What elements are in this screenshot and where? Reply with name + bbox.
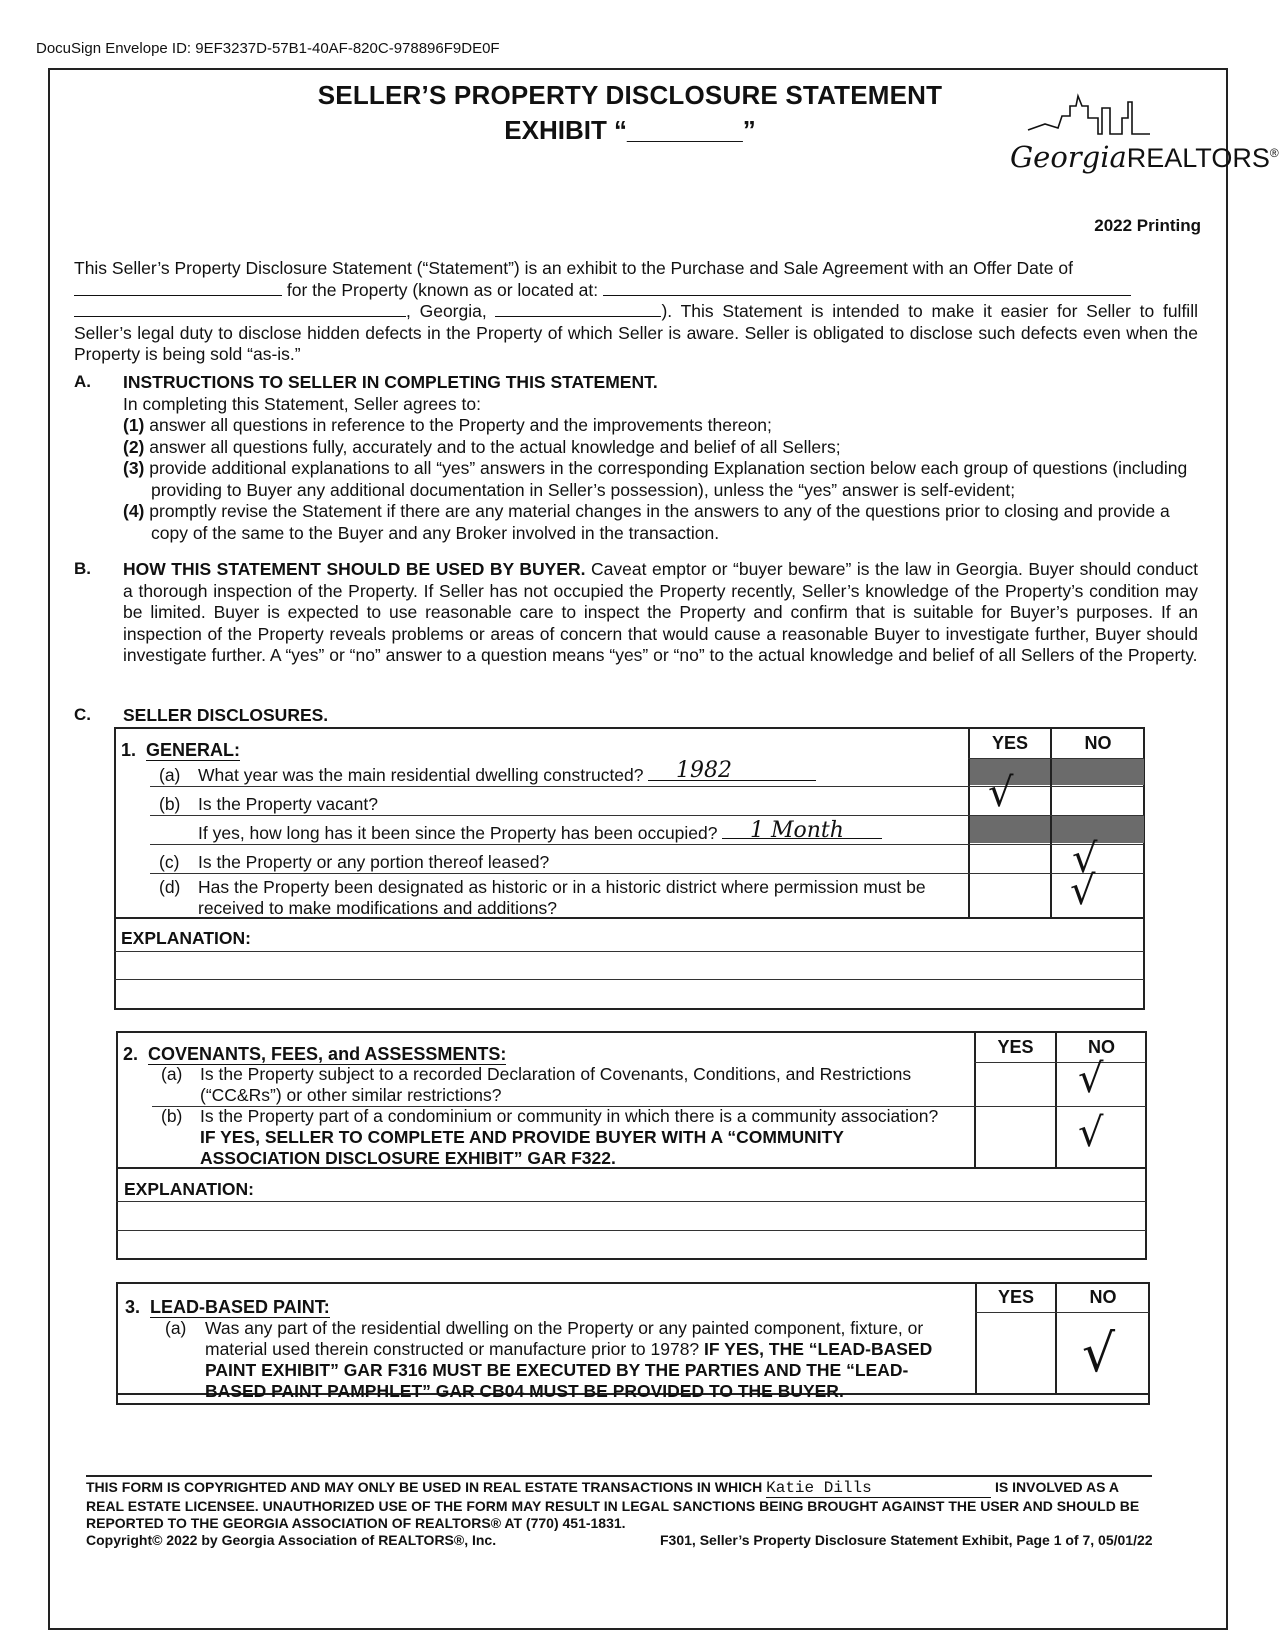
covenants-title: 2. COVENANTS, FEES, and ASSESSMENTS: bbox=[123, 1044, 507, 1064]
explanation-line[interactable] bbox=[114, 951, 1144, 952]
georgia-realtors-logo-text: GeorgiaREALTORS® bbox=[1010, 140, 1279, 174]
offer-date-blank[interactable] bbox=[74, 280, 282, 296]
explanation-line[interactable] bbox=[116, 1230, 1146, 1231]
header-divider bbox=[975, 1312, 1149, 1313]
instruction-item: (4) promptly revise the Statement if there are any material changes in the answers to any of the questions prior to closing and provide a copy of the same to the Buyer and any Broker involved in the transaction. bbox=[123, 501, 1170, 543]
footer-rule bbox=[86, 1475, 1152, 1477]
section-a-letter: A. bbox=[74, 372, 91, 391]
question-1a: What year was the main residential dwelling constructed? bbox=[198, 765, 816, 786]
section-b-letter: B. bbox=[74, 559, 91, 578]
exhibit-title: EXHIBIT “________” bbox=[504, 115, 756, 145]
question-3a-label: (a) bbox=[165, 1318, 187, 1338]
question-3a: Was any part of the residential dwelling on the Property or any painted component, fixture, or material used therein constructed or manufacture prior to 1978? IF YES, THE “LEAD-BASED PAINT EXHIBIT” GAR F316 MUST BE EXECUTED BY THE PARTIES AND THE “LEAD-BASED PAINT PAMPHLET” GAR CB04 MUST BE PROVIDED TO THE BUYER. bbox=[205, 1318, 933, 1401]
explanation-line[interactable] bbox=[116, 1201, 1146, 1202]
question-1b-label: (b) bbox=[159, 794, 181, 814]
shaded-cell bbox=[1052, 816, 1144, 843]
yes-column-header: YES bbox=[991, 733, 1029, 753]
checkmark-1d-no[interactable]: √ bbox=[1070, 868, 1096, 914]
checkmark-1b-yes[interactable]: √ bbox=[988, 770, 1014, 816]
lead-paint-title: 3. LEAD-BASED PAINT: bbox=[125, 1297, 330, 1317]
general-title: 1. GENERAL: bbox=[121, 740, 241, 760]
section-b-heading: HOW THIS STATEMENT SHOULD BE USED BY BUYER. bbox=[123, 559, 586, 579]
question-1d: Has the Property been designated as historic or in a historic district where permission must be received to make modifications and additions? bbox=[198, 877, 926, 918]
no-column-header: NO bbox=[1084, 733, 1112, 753]
year-built-field[interactable] bbox=[648, 765, 816, 781]
explanation-line[interactable] bbox=[114, 979, 1144, 980]
zip-blank[interactable] bbox=[495, 301, 661, 317]
question-1c-label: (c) bbox=[159, 852, 180, 872]
covenants-explanation-label: EXPLANATION: bbox=[124, 1179, 254, 1199]
form-id: F301, Seller’s Property Disclosure Statement Exhibit, Page 1 of 7, 05/01/22 bbox=[660, 1532, 1153, 1548]
section-a-heading: INSTRUCTIONS TO SELLER IN COMPLETING THIS STATEMENT. bbox=[123, 372, 658, 392]
checkmark-1c-no[interactable]: √ bbox=[1072, 836, 1098, 882]
question-2b: Is the Property part of a condominium or community in which there is a community association? IF YES, SELLER TO COMPLETE AND PROVIDE BUYER WITH A “COMMUNITY ASSOCIATION DISCLOSURE EXHIBIT” GAR F322. bbox=[200, 1106, 939, 1168]
year-built-answer: 1982 bbox=[676, 758, 732, 783]
checkmark-2a-no[interactable]: √ bbox=[1078, 1056, 1104, 1102]
yes-column-header: YES bbox=[997, 1287, 1035, 1307]
copyright-line: Copyright© 2022 by Georgia Association of REALTORS®, Inc. bbox=[86, 1532, 497, 1548]
section-c-heading: SELLER DISCLOSURES. bbox=[123, 705, 329, 725]
copyright-notice: THIS FORM IS COPYRIGHTED AND MAY ONLY BE USED IN REAL ESTATE TRANSACTIONS IN WHICH Katie Dills IS INVOLVED AS A REAL ESTATE LICENSEE. UNAUTHORIZED USE OF THE FORM MAY RESULT IN LEGAL SANCTIONS BEING BROUGHT AGAINST THE USER AND SHOULD BE REPORTED TO THE GEORGIA ASSOCIATION OF REALTORS® AT (770) 451-1831. bbox=[86, 1479, 1140, 1531]
section-b-text: Caveat emptor or “buyer beware” is the law in Georgia. Buyer should conduct a thorough inspection of the Property. If Seller has not occupied the Property recently, Seller’s knowledge of the Property’s condition may be limited. Buyer is expected to use reasonable care to inspect the Property and confirm that is suitable for Buyer’s purposes. If an inspection of the Property reveals problems or areas of concern that would cause a reasonable Buyer to investigate further, Buyer should investigate further. A “yes” or “no” answer to a question means “yes” or “no” to the actual knowledge and belief of all Sellers of the Property. bbox=[123, 559, 1198, 665]
vacancy-duration-answer: 1 Month bbox=[750, 818, 844, 843]
instruction-item: (3) provide additional explanations to all “yes” answers in the corresponding Explanation section below each group of questions (including providing to Buyer any additional documentation in Seller’s possession), unless the “yes” answer is self-evident; bbox=[123, 458, 1188, 500]
no-column-header: NO bbox=[1089, 1287, 1117, 1307]
section-c-letter: C. bbox=[74, 705, 91, 724]
city-blank[interactable] bbox=[74, 301, 406, 317]
section-b bbox=[123, 559, 1198, 667]
question-1b-followup: If yes, how long has it been since the Property has been occupied? bbox=[198, 823, 882, 844]
shaded-cell bbox=[970, 816, 1050, 843]
general-explanation-label: EXPLANATION: bbox=[121, 928, 251, 948]
instruction-item: (1) answer all questions in reference to the Property and the improvements thereon; bbox=[123, 415, 772, 435]
instructions-list bbox=[123, 415, 1198, 544]
docusign-envelope-id: DocuSign Envelope ID: 9EF3237D-57B1-40AF-820C-978896F9DE0F bbox=[36, 40, 500, 57]
question-2a: Is the Property subject to a recorded Declaration of Covenants, Conditions, and Restrictions (“CC&Rs”) or other similar restrictions? bbox=[200, 1064, 912, 1105]
checkmark-3a-no[interactable]: √ bbox=[1082, 1324, 1116, 1384]
question-1a-label: (a) bbox=[159, 765, 181, 785]
form-title: SELLER’S PROPERTY DISCLOSURE STATEMENT bbox=[317, 80, 943, 110]
instruction-item: (2) answer all questions fully, accurately and to the actual knowledge and belief of all Sellers; bbox=[123, 436, 841, 457]
no-column-header: NO bbox=[1088, 1037, 1115, 1057]
licensee-name: Katie Dills bbox=[766, 1480, 991, 1498]
question-1d-label: (d) bbox=[159, 877, 181, 897]
question-1b: Is the Property vacant? bbox=[198, 794, 378, 814]
section-a-lead: In completing this Statement, Seller agrees to: bbox=[123, 393, 481, 414]
intro-paragraph: This Seller’s Property Disclosure Statement (“Statement”) is an exhibit to the Purchase and Sale Agreement with an Offer Date of for the Property (known as or located at: , Georgia, ). This Statement is intended to make it easier for Seller to fulfill Seller’s legal duty to disclose hidden defects in the Property of which Seller is aware. Seller is obligated to disclose such defects even when the Property is being sold “as-is.” bbox=[74, 258, 1198, 364]
question-2b-label: (b) bbox=[161, 1106, 183, 1126]
shaded-cell bbox=[1052, 759, 1144, 785]
property-address-blank[interactable] bbox=[603, 280, 1131, 296]
printing-year: 2022 Printing bbox=[1094, 216, 1201, 235]
row-divider bbox=[150, 844, 1144, 845]
question-1c: Is the Property or any portion thereof leased? bbox=[198, 852, 550, 872]
row-divider bbox=[150, 873, 1144, 874]
yes-column-header: YES bbox=[997, 1037, 1034, 1057]
header-divider bbox=[974, 1062, 1146, 1063]
section-a bbox=[123, 372, 1198, 544]
checkmark-2b-no[interactable]: √ bbox=[1078, 1110, 1104, 1156]
question-2a-label: (a) bbox=[161, 1064, 183, 1084]
